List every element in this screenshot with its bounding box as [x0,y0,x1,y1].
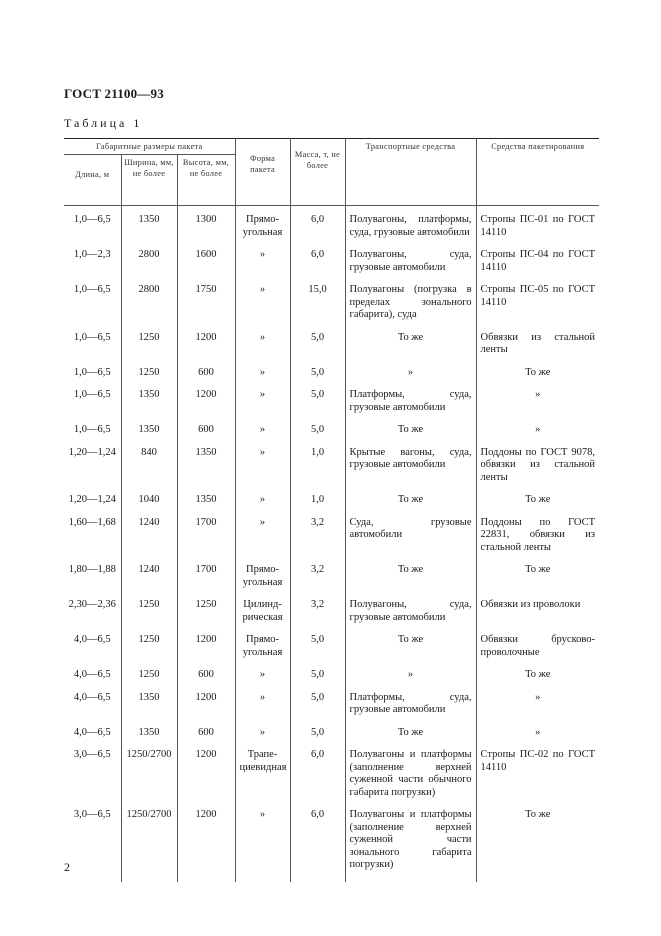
header-mass: Масса, т, не более [290,139,345,206]
cell-width: 1250 [121,634,177,669]
cell-shape: Прямо-угольная [235,206,290,250]
cell-mass: 6,0 [290,206,345,250]
cell-length: 4,0—6,5 [64,634,121,669]
table-row [64,599,599,634]
cell-shape: Прямо-угольная [235,634,290,669]
table-row [64,749,599,809]
table-row [64,389,599,424]
cell-mass: 3,2 [290,599,345,634]
cell-height: 1600 [177,249,235,284]
cell-height: 1300 [177,206,235,250]
cell-length: 4,0—6,5 [64,692,121,727]
cell-width: 2800 [121,249,177,284]
table-row [64,332,599,367]
cell-width: 1250 [121,599,177,634]
cell-width: 1240 [121,564,177,599]
cell-height: 1350 [177,494,235,517]
cell-width: 1350 [121,389,177,424]
table-row [64,447,599,495]
header-packaging: Средства пакетирования [476,139,599,206]
cell-transport: То же [345,424,476,447]
cell-height: 1350 [177,447,235,495]
cell-length: 1,0—6,5 [64,284,121,332]
cell-mass: 5,0 [290,389,345,424]
cell-packaging: Стропы ПС-04 по ГОСТ 14110 [480,249,596,273]
table-row [64,634,599,669]
cell-shape: » [235,517,290,565]
cell-transport: » [345,367,476,390]
cell-width: 1250 [121,332,177,367]
cell-width: 1350 [121,424,177,447]
cell-height: 1700 [177,564,235,599]
cell-height: 600 [177,367,235,390]
cell-height: 600 [177,424,235,447]
cell-width: 1250/2700 [121,749,177,809]
header-length: Длина, м [64,155,121,206]
cell-transport: Полувагоны, суда, грузовые автомобили [345,599,476,634]
header-width: Ширина, мм, не более [121,155,177,206]
cell-shape: » [235,447,290,495]
cell-height: 1200 [177,389,235,424]
table-caption: Таблица 1 [64,116,143,130]
cell-length: 4,0—6,5 [64,727,121,750]
cell-height: 1700 [177,517,235,565]
cell-length: 1,0—6,5 [64,206,121,250]
cell-height: 1200 [177,332,235,367]
cell-packaging: Стропы ПС-02 по ГОСТ 14110 [480,749,596,773]
table-row [64,517,599,565]
cell-transport: Полувагоны и платформы (заполнение верхней суженной части обычного габарита погрузки) [345,749,476,809]
cell-length: 1,60—1,68 [64,517,121,565]
cell-length: 1,0—2,3 [64,249,121,284]
cell-transport: То же [345,494,476,517]
cell-length: 1,20—1,24 [64,494,121,517]
cell-transport: То же [345,564,476,599]
cell-length: 1,80—1,88 [64,564,121,599]
cell-mass: 5,0 [290,727,345,750]
cell-mass: 5,0 [290,634,345,669]
cell-length: 1,20—1,24 [64,447,121,495]
cell-mass: 1,0 [290,447,345,495]
cell-transport: Суда, грузовые автомобили [345,517,476,565]
cell-shape: » [235,494,290,517]
cell-length: 1,0—6,5 [64,332,121,367]
cell-length: 3,0—6,5 [64,749,121,809]
cell-shape: Прямо-угольная [235,564,290,599]
cell-packaging: То же [525,669,551,680]
cell-length: 4,0—6,5 [64,669,121,692]
cell-packaging: » [535,726,541,738]
table-row [64,367,599,390]
cell-height: 1250 [177,599,235,634]
page-number: 2 [64,860,70,874]
cell-length: 2,30—2,36 [64,599,121,634]
cell-packaging: Обвязки брусково-проволочные [480,634,596,658]
cell-packaging: То же [525,366,551,378]
table-row [64,284,599,332]
cell-packaging: » [535,389,541,400]
cell-mass: 5,0 [290,367,345,390]
cell-mass: 5,0 [290,332,345,367]
cell-height: 600 [177,727,235,750]
cell-width: 1350 [121,727,177,750]
cell-packaging: То же [525,564,551,575]
cell-packaging: Обвязки из проволоки [480,599,581,610]
cell-width: 1250 [121,367,177,390]
cell-mass: 5,0 [290,692,345,727]
cell-transport: Полувагоны, суда, грузовые автомобили [345,249,476,284]
header-transport: Транспортные средства [345,139,476,206]
table-row [64,727,599,750]
cell-length: 3,0—6,5 [64,809,121,882]
packages-table [64,138,599,882]
cell-width: 1350 [121,692,177,727]
header-height: Высота, мм, не более [177,155,235,206]
cell-transport: То же [345,634,476,669]
cell-packaging: Стропы ПС-01 по ГОСТ 14110 [480,214,596,238]
cell-transport: Полувагоны, платформы, суда, грузовые автомобили [345,206,476,250]
table-row [64,692,599,727]
table-row [64,424,599,447]
cell-transport: То же [345,727,476,750]
cell-length: 1,0—6,5 [64,367,121,390]
cell-mass: 5,0 [290,669,345,692]
cell-mass: 6,0 [290,749,345,809]
cell-width: 2800 [121,284,177,332]
cell-transport: Платформы, суда, грузовые автомобили [345,692,476,727]
cell-mass: 15,0 [290,284,345,332]
cell-width: 1250 [121,669,177,692]
cell-width: 840 [121,447,177,495]
cell-mass: 3,2 [290,564,345,599]
cell-height: 1200 [177,692,235,727]
cell-mass: 5,0 [290,424,345,447]
cell-length: 1,0—6,5 [64,424,121,447]
cell-packaging: » [535,424,541,435]
cell-mass: 6,0 [290,809,345,882]
cell-height: 1200 [177,749,235,809]
cell-length: 1,0—6,5 [64,389,121,424]
cell-packaging: Поддоны по ГОСТ 22831, обвязки из стальной ленты [480,516,596,553]
cell-shape: » [235,249,290,284]
table-row [64,809,599,882]
cell-height: 600 [177,669,235,692]
cell-packaging: Обвязки из стальной ленты [480,331,596,355]
cell-transport: » [345,669,476,692]
cell-height: 1750 [177,284,235,332]
header-shape: Форма пакета [235,139,290,206]
cell-mass: 1,0 [290,494,345,517]
cell-packaging: То же [525,494,551,505]
cell-packaging: » [535,691,541,703]
table-row [64,249,599,284]
cell-shape: » [235,809,290,882]
cell-shape: Цилинд-рическая [235,599,290,634]
cell-shape: » [235,424,290,447]
cell-height: 1200 [177,809,235,882]
cell-width: 1350 [121,206,177,250]
cell-shape: Трапе-циевидная [235,749,290,809]
cell-shape: » [235,332,290,367]
cell-transport: То же [345,332,476,367]
cell-packaging: То же [525,809,551,820]
cell-height: 1200 [177,634,235,669]
table-row [64,206,599,250]
cell-shape: » [235,284,290,332]
cell-shape: » [235,389,290,424]
table-row [64,564,599,599]
cell-packaging: Поддоны по ГОСТ 9078, обвязки из стальной ленты [480,446,596,483]
cell-transport: Полувагоны (погрузка в пределах зонального габарита), суда [345,284,476,332]
cell-shape: » [235,727,290,750]
header-dimensions-group: Габаритные размеры пакета [64,139,235,155]
cell-width: 1250/2700 [121,809,177,882]
cell-shape: » [235,669,290,692]
cell-transport: Полувагоны и платформы (заполнение верхней суженной части зонального габарита погрузки) [345,809,476,882]
cell-packaging: Стропы ПС-05 по ГОСТ 14110 [480,284,596,308]
table-row [64,669,599,692]
table-row [64,494,599,517]
cell-mass: 3,2 [290,517,345,565]
document-title: ГОСТ 21100—93 [64,86,164,101]
cell-transport: Крытые вагоны, суда, грузовые автомобили [345,447,476,495]
cell-width: 1240 [121,517,177,565]
cell-transport: Платформы, суда, грузовые автомобили [345,389,476,424]
cell-shape: » [235,692,290,727]
cell-mass: 6,0 [290,249,345,284]
cell-shape: » [235,367,290,390]
cell-width: 1040 [121,494,177,517]
